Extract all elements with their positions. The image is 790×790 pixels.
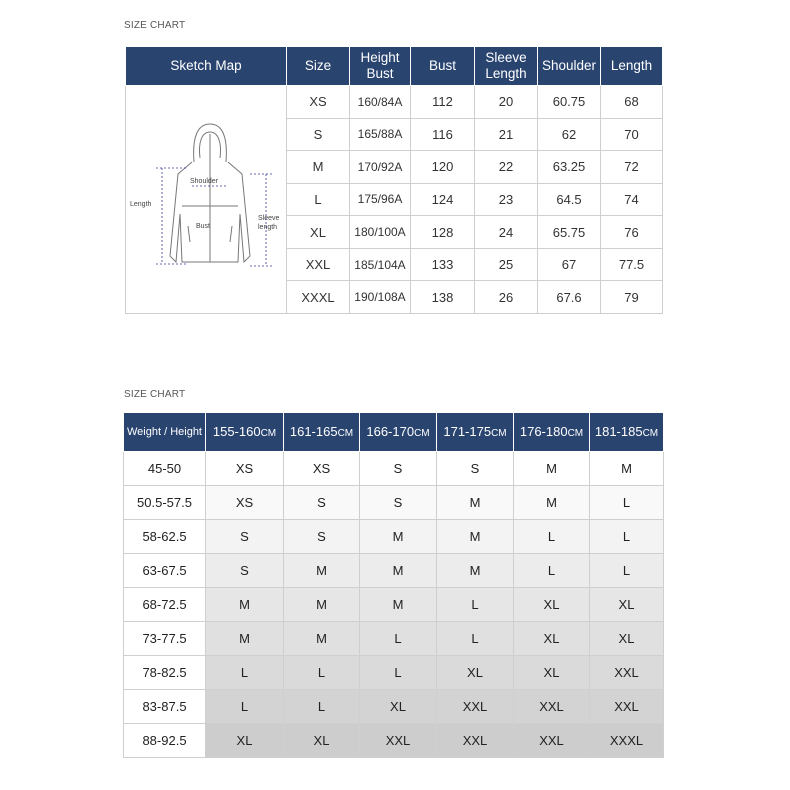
header-height-range: 181-185CM xyxy=(590,413,664,452)
cell-size: M xyxy=(514,452,590,486)
cell-length: 68 xyxy=(601,86,663,119)
cell-size: M xyxy=(514,486,590,520)
cell-size: S xyxy=(284,520,360,554)
cell-size: XXL xyxy=(590,656,664,690)
cell-size: XS xyxy=(284,452,360,486)
cell-length: 79 xyxy=(601,281,663,314)
cell-height-bust: 180/100A xyxy=(350,216,411,249)
header-row xyxy=(124,413,664,452)
cell-size: L xyxy=(590,520,664,554)
cell-length: 77.5 xyxy=(601,248,663,281)
header-height-bust: Height Bust xyxy=(350,47,411,86)
header-bust: Bust xyxy=(411,47,475,86)
cell-size: L xyxy=(360,622,437,656)
cell-size: L xyxy=(206,656,284,690)
cell-size: XS xyxy=(206,452,284,486)
cell-shoulder: 67.6 xyxy=(538,281,601,314)
cell-size: S xyxy=(437,452,514,486)
header-height-range: 166-170CM xyxy=(360,413,437,452)
weight-row xyxy=(124,520,664,554)
weight-row xyxy=(124,622,664,656)
cell-size: M xyxy=(206,622,284,656)
cell-sleeve-length: 24 xyxy=(475,216,538,249)
cell-size: XXXL xyxy=(590,724,664,758)
cell-weight: 88-92.5 xyxy=(124,724,206,758)
cell-size: XL xyxy=(514,656,590,690)
weight-row xyxy=(124,554,664,588)
cell-length: 76 xyxy=(601,216,663,249)
cell-size: XL xyxy=(590,588,664,622)
cell-length: 70 xyxy=(601,118,663,151)
cell-size: XXL xyxy=(437,724,514,758)
cell-size: S xyxy=(206,554,284,588)
cell-size: XL xyxy=(284,724,360,758)
cell-size: L xyxy=(284,656,360,690)
weight-row xyxy=(124,452,664,486)
cell-size: XL xyxy=(590,622,664,656)
cell-size: L xyxy=(514,554,590,588)
cell-size: L xyxy=(590,486,664,520)
weight-row xyxy=(124,690,664,724)
cell-height-bust: 185/104A xyxy=(350,248,411,281)
cell-weight: 45-50 xyxy=(124,452,206,486)
header-length: Length xyxy=(601,47,663,86)
cell-weight: 63-67.5 xyxy=(124,554,206,588)
cell-size: L xyxy=(287,183,350,216)
cell-size: L xyxy=(437,622,514,656)
cell-size: M xyxy=(284,554,360,588)
cell-size: L xyxy=(206,690,284,724)
cell-size: S xyxy=(360,486,437,520)
cell-size: XXL xyxy=(514,724,590,758)
header-sleeve-length: Sleeve Length xyxy=(475,47,538,86)
cell-size: XS xyxy=(206,486,284,520)
cell-size: S xyxy=(287,118,350,151)
cell-height-bust: 165/88A xyxy=(350,118,411,151)
garment-measurement-table xyxy=(125,46,663,314)
weight-row xyxy=(124,656,664,690)
cell-weight: 73-77.5 xyxy=(124,622,206,656)
header-weight-height: Weight / Height xyxy=(124,413,206,452)
weight-height-size-table xyxy=(123,412,664,758)
sketch-label-sleeve-2: length xyxy=(258,224,278,231)
cell-bust: 128 xyxy=(411,216,475,249)
cell-shoulder: 62 xyxy=(538,118,601,151)
size-chart-label-bottom: SIZE CHART xyxy=(124,389,186,400)
cell-sleeve-length: 23 xyxy=(475,183,538,216)
cell-sleeve-length: 25 xyxy=(475,248,538,281)
cell-size: XXL xyxy=(360,724,437,758)
cell-size: S xyxy=(284,486,360,520)
cell-size: L xyxy=(514,520,590,554)
cell-weight: 78-82.5 xyxy=(124,656,206,690)
sketch-label-shoulder: Shoulder xyxy=(190,178,219,185)
sketch-label-bust: Bust xyxy=(196,223,211,230)
cell-shoulder: 60.75 xyxy=(538,86,601,119)
cell-size: M xyxy=(287,151,350,184)
sketch-label-length: Length xyxy=(130,201,152,208)
weight-row xyxy=(124,724,664,758)
cell-sleeve-length: 20 xyxy=(475,86,538,119)
header-height-range: 171-175CM xyxy=(437,413,514,452)
cell-size: XL xyxy=(514,588,590,622)
cell-shoulder: 63.25 xyxy=(538,151,601,184)
cell-bust: 124 xyxy=(411,183,475,216)
cell-size: XXL xyxy=(287,248,350,281)
cell-size: XXXL xyxy=(287,281,350,314)
cell-size: L xyxy=(284,690,360,724)
jacket-sketch xyxy=(126,86,285,313)
cell-bust: 138 xyxy=(411,281,475,314)
cell-weight: 58-62.5 xyxy=(124,520,206,554)
cell-bust: 120 xyxy=(411,151,475,184)
cell-size: XL xyxy=(287,216,350,249)
header-sketch-map: Sketch Map xyxy=(126,47,287,86)
cell-height-bust: 170/92A xyxy=(350,151,411,184)
header-height-range: 161-165CM xyxy=(284,413,360,452)
cell-size: L xyxy=(437,588,514,622)
header-row xyxy=(126,47,663,86)
cell-bust: 112 xyxy=(411,86,475,119)
cell-weight: 83-87.5 xyxy=(124,690,206,724)
cell-shoulder: 64.5 xyxy=(538,183,601,216)
cell-size: M xyxy=(284,622,360,656)
measurement-row xyxy=(126,86,663,119)
cell-size: XXL xyxy=(590,690,664,724)
cell-size: XL xyxy=(437,656,514,690)
header-shoulder: Shoulder xyxy=(538,47,601,86)
cell-sleeve-length: 21 xyxy=(475,118,538,151)
cell-size: M xyxy=(206,588,284,622)
cell-size: L xyxy=(360,656,437,690)
header-height-range: 176-180CM xyxy=(514,413,590,452)
cell-size: M xyxy=(437,486,514,520)
cell-size: M xyxy=(360,588,437,622)
cell-size: XXL xyxy=(514,690,590,724)
cell-weight: 50.5-57.5 xyxy=(124,486,206,520)
cell-size: XL xyxy=(360,690,437,724)
cell-size: L xyxy=(590,554,664,588)
cell-size: S xyxy=(206,520,284,554)
weight-row xyxy=(124,588,664,622)
cell-shoulder: 67 xyxy=(538,248,601,281)
cell-weight: 68-72.5 xyxy=(124,588,206,622)
size-chart-label-top: SIZE CHART xyxy=(124,20,186,31)
cell-size: XXL xyxy=(437,690,514,724)
cell-size: M xyxy=(360,554,437,588)
cell-height-bust: 160/84A xyxy=(350,86,411,119)
cell-size: M xyxy=(437,520,514,554)
cell-height-bust: 190/108A xyxy=(350,281,411,314)
cell-length: 74 xyxy=(601,183,663,216)
sketch-label-sleeve: Sleeve xyxy=(258,215,280,222)
cell-size: XS xyxy=(287,86,350,119)
cell-sleeve-length: 26 xyxy=(475,281,538,314)
header-size: Size xyxy=(287,47,350,86)
weight-row xyxy=(124,486,664,520)
sketch-map-cell xyxy=(126,86,287,314)
cell-size: M xyxy=(360,520,437,554)
cell-size: XL xyxy=(206,724,284,758)
cell-size: M xyxy=(284,588,360,622)
cell-bust: 133 xyxy=(411,248,475,281)
cell-length: 72 xyxy=(601,151,663,184)
header-height-range: 155-160CM xyxy=(206,413,284,452)
cell-size: S xyxy=(360,452,437,486)
cell-sleeve-length: 22 xyxy=(475,151,538,184)
cell-shoulder: 65.75 xyxy=(538,216,601,249)
cell-height-bust: 175/96A xyxy=(350,183,411,216)
cell-size: M xyxy=(437,554,514,588)
cell-size: M xyxy=(590,452,664,486)
cell-bust: 116 xyxy=(411,118,475,151)
cell-size: XL xyxy=(514,622,590,656)
